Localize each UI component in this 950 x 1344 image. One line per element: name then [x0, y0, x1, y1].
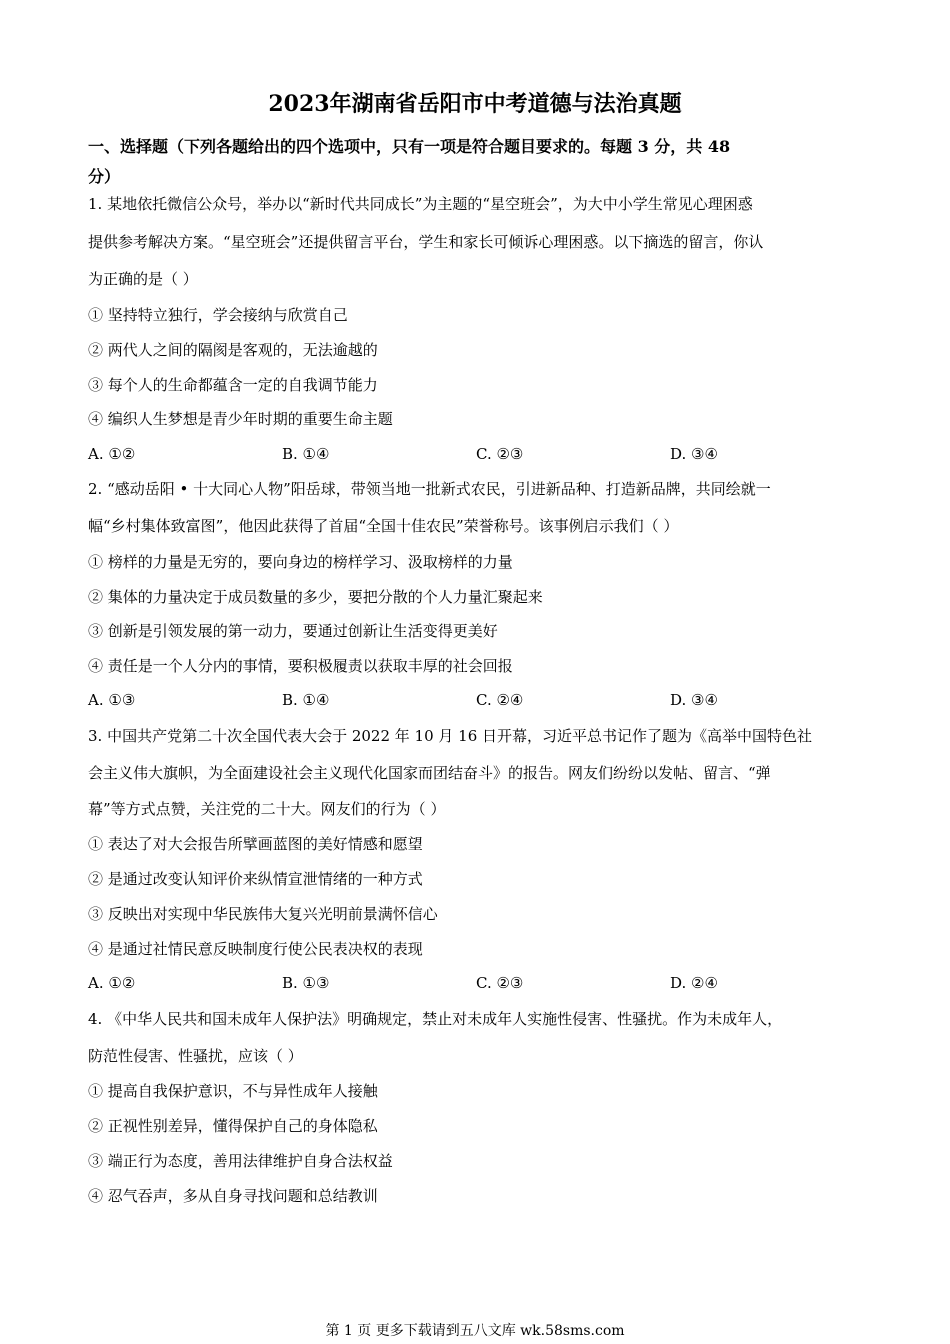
section-heading — [88, 132, 860, 192]
question-3-stem-line: 幕”等方式点赞，关注党的二十大。网友们的行为（ ） — [88, 800, 446, 818]
question-4-statement: ① 提高自我保护意识，不与异性成年人接触 — [88, 1082, 378, 1100]
question-2-statement: ① 榜样的力量是无穷的，要向身边的榜样学习、汲取榜样的力量 — [88, 553, 513, 571]
section-heading-line: 一、选择题（下列各题给出的四个选项中，只有一项是符合题目要求的。每题 3 分，共 48 — [88, 137, 731, 156]
question-3-stem-line: 会主义伟大旗帜，为全面建设社会主义现代化国家而团结奋斗》的报告。网友们纷纷以发帖、留言、“弹 — [88, 764, 771, 782]
question-3-stem-line: 3. 中国共产党第二十次全国代表大会于 2022 年 10 月 16 日开幕，习近平总书记作了题为《高举中国特色社 — [88, 727, 813, 745]
option-c[interactable]: C. ②③ — [476, 974, 524, 992]
question-2-options — [88, 689, 868, 711]
question-3-statement: ③ 反映出对实现中华民族伟大复兴光明前景满怀信心 — [88, 905, 438, 923]
question-3-options — [88, 972, 868, 994]
option-c[interactable]: C. ②③ — [476, 445, 524, 463]
option-a[interactable]: A. ①② — [88, 974, 136, 992]
option-b[interactable]: B. ①④ — [282, 691, 330, 709]
question-2-statement: ④ 责任是一个人分内的事情，要积极履责以获取丰厚的社会回报 — [88, 657, 513, 675]
question-3-statement: ② 是通过改变认知评价来纵情宣泄情绪的一种方式 — [88, 870, 423, 888]
section-heading-line: 分） — [88, 167, 121, 186]
option-d[interactable]: D. ②④ — [670, 974, 718, 992]
option-a[interactable]: A. ①③ — [88, 691, 136, 709]
question-1-statement: ③ 每个人的生命都蕴含一定的自我调节能力 — [88, 376, 378, 394]
question-4-stem-line: 4. 《中华人民共和国未成年人保护法》明确规定，禁止对未成年人实施性侵害、性骚扰。作为未成年人， — [88, 1010, 783, 1028]
question-2-stem-line: 幅“乡村集体致富图”，他因此获得了首届“全国十佳农民”荣誉称号。该事例启示我们（ ） — [88, 517, 679, 535]
page-title: 2023年湖南省岳阳市中考道德与法治真题 — [268, 91, 682, 117]
page-footer: 第 1 页 更多下载请到五八文库 wk.58sms.com — [325, 1323, 625, 1339]
question-1-stem-line: 为正确的是（ ） — [88, 270, 198, 288]
question-4-statement: ④ 忍气吞声，多从自身寻找问题和总结教训 — [88, 1187, 378, 1205]
question-3-statement: ④ 是通过社情民意反映制度行使公民表决权的表现 — [88, 940, 423, 958]
option-a[interactable]: A. ①② — [88, 445, 136, 463]
question-4-statement: ② 正视性别差异，懂得保护自己的身体隐私 — [88, 1117, 378, 1135]
question-1-statement: ④ 编织人生梦想是青少年时期的重要生命主题 — [88, 410, 393, 428]
question-1-statement: ① 坚持特立独行，学会接纳与欣赏自己 — [88, 306, 348, 324]
question-1-stem-line: 1. 某地依托微信公众号，举办以“新时代共同成长”为主题的“星空班会”，为大中小学生常见心理困惑 — [88, 195, 753, 213]
question-2-statement: ③ 创新是引领发展的第一动力，要通过创新让生活变得更美好 — [88, 622, 498, 640]
question-2-statement: ② 集体的力量决定于成员数量的多少，要把分散的个人力量汇聚起来 — [88, 588, 543, 606]
option-c[interactable]: C. ②④ — [476, 691, 524, 709]
question-1-statement: ② 两代人之间的隔阂是客观的，无法逾越的 — [88, 341, 378, 359]
option-b[interactable]: B. ①④ — [282, 445, 330, 463]
option-b[interactable]: B. ①③ — [282, 974, 330, 992]
question-4-statement: ③ 端正行为态度，善用法律维护自身合法权益 — [88, 1152, 393, 1170]
option-d[interactable]: D. ③④ — [670, 445, 718, 463]
question-3-statement: ① 表达了对大会报告所擘画蓝图的美好情感和愿望 — [88, 835, 423, 853]
question-2-stem-line: 2. “感动岳阳 • 十大同心人物”阳岳球，带领当地一批新式农民，引进新品种、打造新品牌，共同绘就一 — [88, 480, 771, 498]
question-4-stem-line: 防范性侵害、性骚扰，应该（ ） — [88, 1047, 303, 1065]
question-1-stem-line: 提供参考解决方案。“星空班会”还提供留言平台，学生和家长可倾诉心理困惑。以下摘选的留言，你认 — [88, 233, 764, 251]
option-d[interactable]: D. ③④ — [670, 691, 718, 709]
question-1-options — [88, 443, 868, 465]
